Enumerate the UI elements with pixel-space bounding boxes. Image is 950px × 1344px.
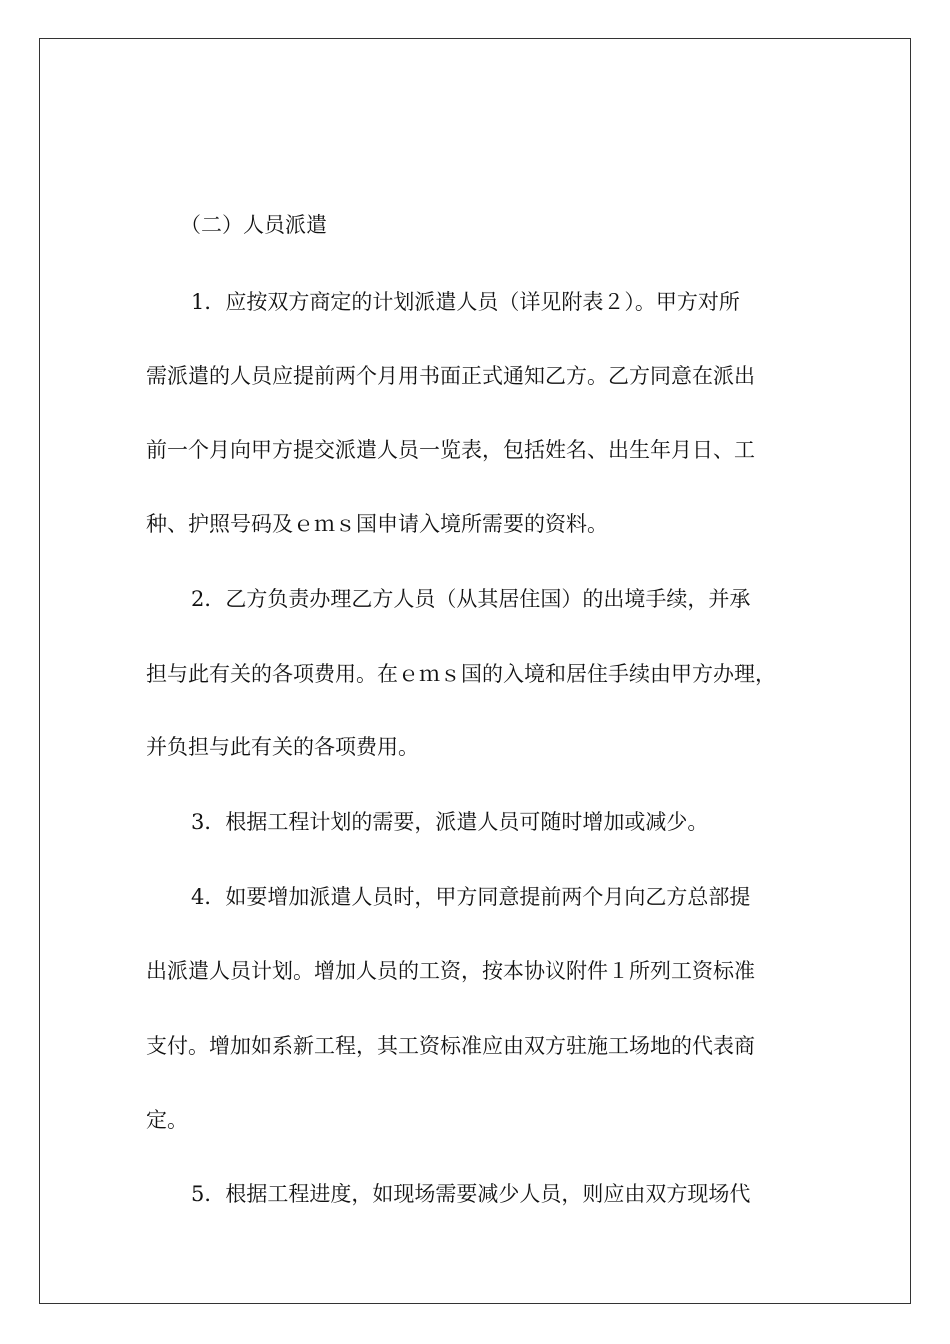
text-line: 并负担与此有关的各项费用。 (146, 735, 419, 759)
text-line: 种、护照号码及ｅｍｓ国申请入境所需要的资料。 (146, 512, 608, 536)
text-line: 2．乙方负责办理乙方人员（从其居住国）的出境手续，并承 (191, 587, 751, 611)
text-line: 定。 (146, 1108, 188, 1132)
text-line: 需派遣的人员应提前两个月用书面正式通知乙方。乙方同意在派出 (146, 364, 755, 388)
text-line: 担与此有关的各项费用。在ｅｍｓ国的入境和居住手续由甲方办理， (146, 662, 776, 686)
text-line: 5．根据工程进度，如现场需要减少人员，则应由双方现场代 (191, 1182, 751, 1206)
text-line: 出派遣人员计划。增加人员的工资，按本协议附件１所列工资标准 (146, 959, 755, 983)
section-heading: （二）人员派遣 (180, 213, 327, 237)
text-line: 1．应按双方商定的计划派遣人员（详见附表２）。甲方对所 (191, 290, 740, 314)
text-line: 4．如要增加派遣人员时，甲方同意提前两个月向乙方总部提 (191, 885, 751, 909)
text-line: 前一个月向甲方提交派遣人员一览表，包括姓名、出生年月日、工 (146, 438, 755, 462)
text-line: 3．根据工程计划的需要，派遣人员可随时增加或减少。 (191, 810, 709, 834)
text-line: 支付。增加如系新工程，其工资标准应由双方驻施工场地的代表商 (146, 1034, 755, 1058)
